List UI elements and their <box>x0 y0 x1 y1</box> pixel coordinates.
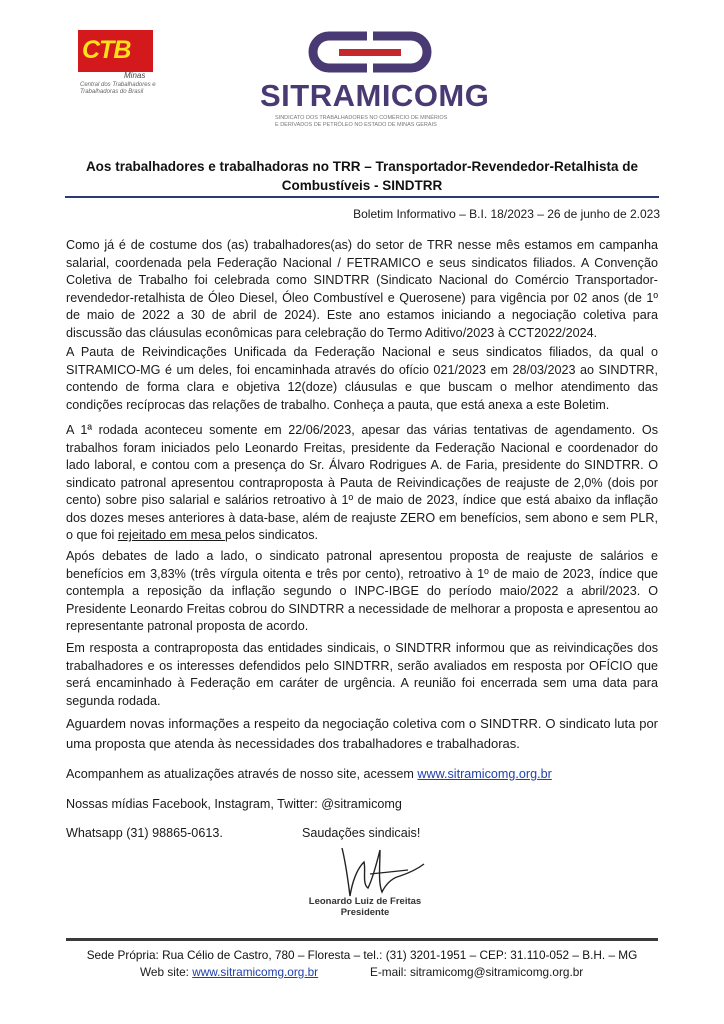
footer-email: E-mail: sitramicomg@sitramicomg.org.br <box>370 965 584 979</box>
paragraph-2: A Pauta de Reivindicações Unificada da Federação Nacional e seus sindicatos filiados, da qual o SITRAMICO-MG é um deles, foi encaminhada através do ofício 021/2023 em 28/03/2023 ao SINDTRR, contendo de forma clara e objetiva 12(doze) cláusulas e que buscam o melhor atendimento das condições recíprocas das relações de trabalho. Conheça a pauta, que está anexa a este Boletim. <box>66 345 658 412</box>
site-line <box>66 767 552 781</box>
document-title: Aos trabalhadores e trabalhadoras no TRR – Transportador-Revendedor-Retalhista de Combustíveis - SINDTRR <box>85 159 639 193</box>
footer-website-link[interactable]: www.sitramicomg.org.br <box>192 965 319 979</box>
ctb-minas-label: Minas <box>124 71 146 80</box>
paragraph-6: Aguardem novas informações a respeito da negociação coletiva com o SINDTRR. O sindicato luta por uma proposta que atenda às necessidades dos trabalhadores e trabalhadoras. <box>66 716 658 751</box>
sitramicomg-emblem-icon <box>305 30 435 76</box>
sitramicomg-tagline-line-2: E DERIVADOS DE PETRÓLEO NO ESTADO DE MINAS GERAIS <box>275 122 437 128</box>
ctb-subtitle: Central dos Trabalhadores e Trabalhadoras do Brasil <box>80 82 156 95</box>
sitramicomg-tagline-line-1: SINDICATO DOS TRABALHADORES NO COMÉRCIO DE MINÉRIOS <box>275 115 448 121</box>
footer-website-label: Web site: <box>140 965 193 979</box>
signatory-name: Leonardo Luiz de Freitas <box>308 896 422 907</box>
footer-website <box>140 965 318 979</box>
site-link[interactable]: www.sitramicomg.org.br <box>417 767 552 781</box>
footer-address: Sede Própria: Rua Célio de Castro, 780 – Floresta – tel.: (31) 3201-1951 – CEP: 31.110-052 – B.H. – MG <box>86 948 638 962</box>
social-media-line: Nossas mídias Facebook, Instagram, Twitter: @sitramicomg <box>66 797 402 811</box>
sitramicomg-name: SITRAMICOMG <box>260 78 490 113</box>
paragraph-3-underlined: rejeitado em mesa <box>117 528 225 542</box>
handwritten-signature <box>320 840 430 902</box>
paragraph-3-end: pelos sindicatos. <box>224 528 319 542</box>
paragraph-3 <box>66 422 658 545</box>
paragraph-5: Em resposta a contraproposta das entidades sindicais, o SINDTRR informou que as reivindicações dos trabalhadores e os interesses defendidos pelo SINDTRR, serão avaliados em resposta por OFÍCIO que será encaminhado à Federação em caráter de urgência. A reunião foi encerrada sem uma data para segunda rodada. <box>66 641 658 708</box>
whatsapp-line: Whatsapp (31) 98865-0613. <box>66 826 223 840</box>
sitramicomg-tagline <box>275 115 447 129</box>
paragraph-1: Como já é de costume dos (as) trabalhadores(as) do setor de TRR nesse mês estamos em campanha salarial, coordenada pela Federação Nacional / FETRAMICO e seus sindicatos filiados. A Convenção Coletiva de Trabalho foi celebrada como SINDTRR (Sindicato Nacional do Comércio Transportador-revendedor-retalhista de Óleo Diesel, Óleo Combustível e Querosene) para vigência por 02 anos (de 1º de maio de 2022 a 30 de abril de 2024). Este ano estamos iniciando a negociação coletiva para discussão das cláusulas econômicas para celebração do Termo Aditivo/2023 à CCT2022/2024. <box>66 238 658 340</box>
closing-greeting: Saudações sindicais! <box>302 826 421 840</box>
bulletin-reference: Boletim Informativo – B.I. 18/2023 – 26 de junho de 2.023 <box>353 207 660 221</box>
ctb-logo-text: CTB <box>82 36 131 64</box>
sitramicomg-logo <box>250 30 490 130</box>
ctb-logo <box>78 30 173 98</box>
title-divider <box>65 196 659 198</box>
footer-divider <box>66 938 658 941</box>
paragraph-4: Após debates de lado a lado, o sindicato patronal apresentou proposta de reajuste de salários e benefícios em 3,83% (três vírgula oitenta e três por cento), retroativo à 1º de maio de 2023, índice que contempla a reposição da inflação segundo o INPC-IBGE do período maio/2022 a abril/2023. O Presidente Leonardo Freitas cobrou do SINDTRR a necessidade de melhorar a proposta e apresentou ao representante patronal proposta de acordo. <box>66 549 658 633</box>
site-line-text: Acompanhem as atualizações através de nosso site, acessem <box>66 767 418 781</box>
signatory-role: Presidente <box>340 907 390 918</box>
paragraph-3-text: A 1ª rodada aconteceu somente em 22/06/2023, apesar das várias tentativas de agendamento. Os trabalhos foram iniciados pelo Leonardo Freitas, presidente da Federação Nacional e coordenador do lado laboral, e contou com a presença do Sr. Álvaro Rodrigues A. de Faria, presidente do SINDTRR. O sindicato patronal apresentou contraproposta à Pauta de Reivindicações de reajuste de 2,0% (dois por cento) sobre piso salarial e salários retroativo à 1º de maio de 2023, índice que está abaixo da inflação dos dozes meses anteriores à data-base, além de reajuste ZERO em benefícios, sem abono e sem PLR, o que foi <box>66 423 658 542</box>
